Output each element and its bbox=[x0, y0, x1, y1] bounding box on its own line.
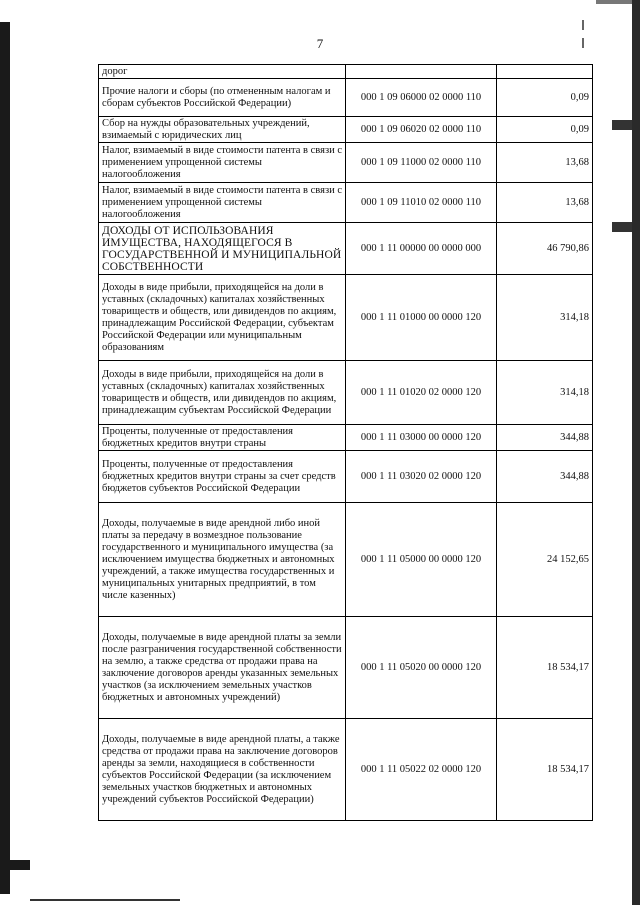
row-name: Прочие налоги и сборы (по отмененным налогам и сборам субъектов Российской Федерации) bbox=[99, 79, 346, 117]
row-code: 000 1 09 11000 02 0000 110 bbox=[346, 143, 497, 183]
row-code: 000 1 09 11010 02 0000 110 bbox=[346, 183, 497, 223]
page-number: 7 bbox=[316, 36, 324, 51]
row-code: 000 1 11 03000 00 0000 120 bbox=[346, 425, 497, 451]
row-value: 314,18 bbox=[497, 361, 593, 425]
table-row bbox=[99, 361, 593, 425]
table-row bbox=[99, 425, 593, 451]
row-value: 13,68 bbox=[497, 183, 593, 223]
table-row bbox=[99, 719, 593, 821]
row-value: 46 790,86 bbox=[497, 223, 593, 275]
table-row bbox=[99, 617, 593, 719]
scan-border-left-tail bbox=[0, 860, 30, 870]
row-value: 344,88 bbox=[497, 425, 593, 451]
row-name: Доходы в виде прибыли, приходящейся на доли в уставных (складочных) капиталах хозяйственных товариществ и обществ, или дивидендов по акциям, принадлежащим субъектам Российской Федерации bbox=[99, 361, 346, 425]
table-row bbox=[99, 275, 593, 361]
scan-border-bottom bbox=[30, 899, 180, 901]
row-value: 18 534,17 bbox=[497, 719, 593, 821]
row-name: Доходы, получаемые в виде арендной платы, а также средства от продажи права на заключение договоров аренды за земли, находящиеся в собственности субъектов Российской Федерации (за исключением земельных участков бюджетных и автономных учреждений субъектов Российской Федерации) bbox=[99, 719, 346, 821]
table-row bbox=[99, 503, 593, 617]
row-value bbox=[497, 65, 593, 79]
row-value: 18 534,17 bbox=[497, 617, 593, 719]
table-row bbox=[99, 143, 593, 183]
table-row bbox=[99, 65, 593, 79]
table-row-section bbox=[99, 223, 593, 275]
row-code: 000 1 11 05020 00 0000 120 bbox=[346, 617, 497, 719]
table-row bbox=[99, 117, 593, 143]
row-name: Проценты, полученные от предоставления бюджетных кредитов внутри страны bbox=[99, 425, 346, 451]
table-row bbox=[99, 79, 593, 117]
row-value: 0,09 bbox=[497, 117, 593, 143]
row-value: 344,88 bbox=[497, 451, 593, 503]
row-value: 314,18 bbox=[497, 275, 593, 361]
row-name: Налог, взимаемый в виде стоимости патента в связи с применением упрощенной системы налогообложения bbox=[99, 143, 346, 183]
row-name: Доходы в виде прибыли, приходящейся на доли в уставных (складочных) капиталах хозяйственных товариществ и обществ, или дивидендов по акциям, принадлежащим Российской Федерации, субъектам Российской Федерации или муниципальным образованиям bbox=[99, 275, 346, 361]
scan-border-right bbox=[632, 0, 640, 905]
row-name: Доходы, получаемые в виде арендной платы за земли после разграничения государственной собственности на землю, а также средства от продажи права на заключение договоров аренды указанных земельных участков (за исключением земельных участков бюджетных и автономных учреждений) bbox=[99, 617, 346, 719]
row-name: дорог bbox=[99, 65, 346, 79]
row-code: 000 1 11 00000 00 0000 000 bbox=[346, 223, 497, 275]
row-name: Сбор на нужды образовательных учреждений, взимаемый с юридических лиц bbox=[99, 117, 346, 143]
row-name: Налог, взимаемый в виде стоимости патента в связи с применением упрощенной системы налогообложения bbox=[99, 183, 346, 223]
scan-mark bbox=[612, 120, 632, 130]
scan-mark bbox=[612, 222, 632, 232]
row-code: 000 1 09 06020 02 0000 110 bbox=[346, 117, 497, 143]
table-row bbox=[99, 183, 593, 223]
revenue-table bbox=[98, 64, 593, 821]
row-code: 000 1 11 01000 00 0000 120 bbox=[346, 275, 497, 361]
row-value: 0,09 bbox=[497, 79, 593, 117]
row-value: 24 152,65 bbox=[497, 503, 593, 617]
row-name: ДОХОДЫ ОТ ИСПОЛЬЗОВАНИЯ ИМУЩЕСТВА, НАХОДЯЩЕГОСЯ В ГОСУДАРСТВЕННОЙ И МУНИЦИПАЛЬНОЙ СОБСТВЕННОСТИ bbox=[99, 223, 346, 275]
row-code: 000 1 11 01020 02 0000 120 bbox=[346, 361, 497, 425]
row-code: 000 1 11 05000 00 0000 120 bbox=[346, 503, 497, 617]
row-name: Доходы, получаемые в виде арендной либо иной платы за передачу в возмездное пользование государственного и муниципального имущества (за исключением имущества бюджетных и автономных учреждений, а также имущества государственных и муниципальных унитарных предприятий, в том числе казенных) bbox=[99, 503, 346, 617]
scan-speck bbox=[582, 20, 584, 30]
row-value: 13,68 bbox=[497, 143, 593, 183]
row-code bbox=[346, 65, 497, 79]
row-code: 000 1 09 06000 02 0000 110 bbox=[346, 79, 497, 117]
row-code: 000 1 11 03020 02 0000 120 bbox=[346, 451, 497, 503]
row-name: Проценты, полученные от предоставления бюджетных кредитов внутри страны за счет средств бюджетов субъектов Российской Федерации bbox=[99, 451, 346, 503]
scan-border-left bbox=[0, 22, 10, 894]
row-code: 000 1 11 05022 02 0000 120 bbox=[346, 719, 497, 821]
table-row bbox=[99, 451, 593, 503]
